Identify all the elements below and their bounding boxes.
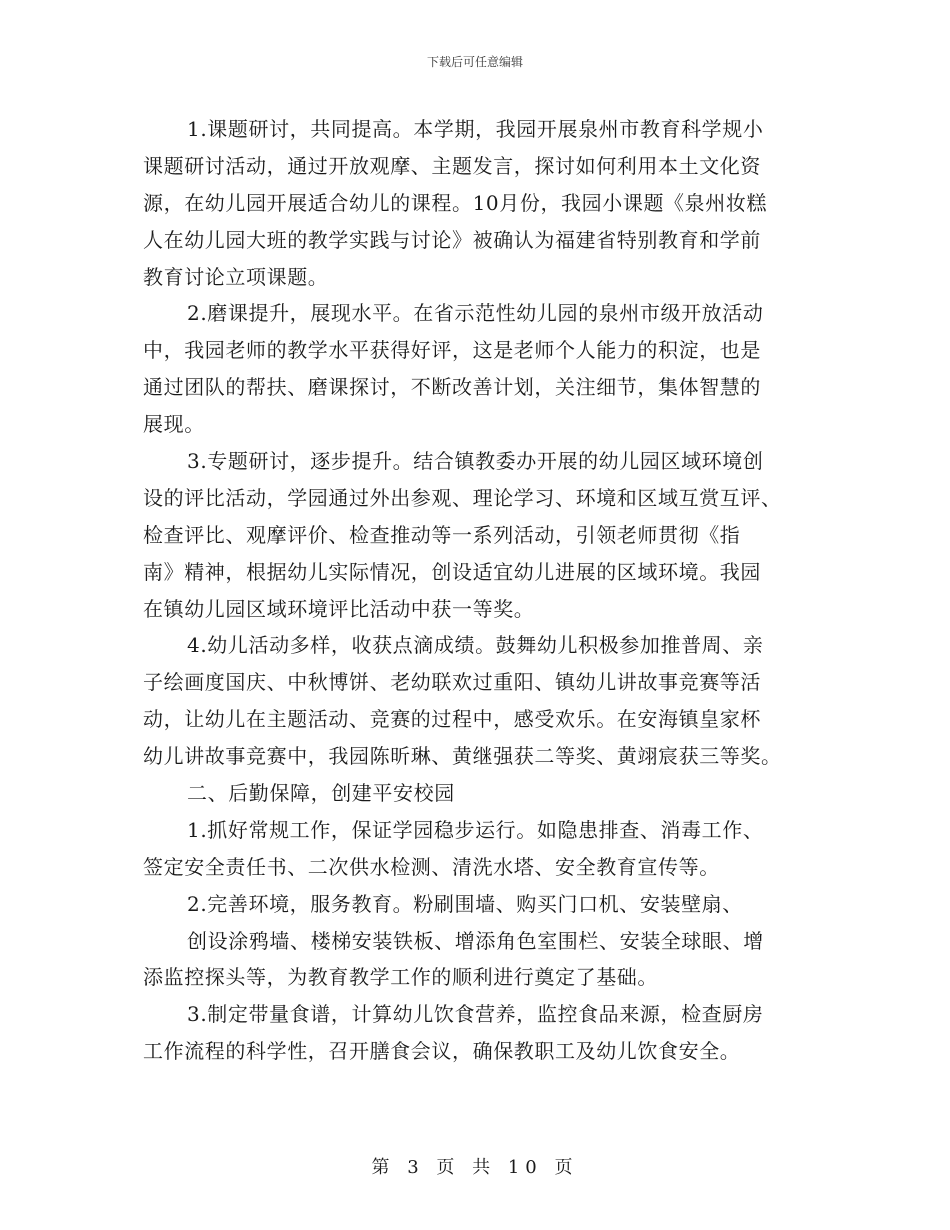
text-line: 动，让幼儿在主题活动、竞赛的过程中，感受欢乐。在安海镇皇家杯 (143, 707, 761, 732)
text-line: 2.磨课提升，展现水平。在省示范性幼儿园的泉州市级开放活动 (187, 301, 764, 326)
text-line: 展现。 (143, 412, 205, 437)
text-line: 在镇幼儿园区域环境评比活动中获一等奖。 (143, 596, 535, 621)
text-line: 课题研讨活动，通过开放观摩、主题发言，探讨如何利用本土文化资 (143, 153, 761, 178)
text-line: 创设涂鸦墙、楼梯安装铁板、增添角色室围栏、安装全球眼、增 (187, 928, 764, 953)
text-line: 工作流程的科学性，召开膳食会议，确保教职工及幼儿饮食安全。 (143, 1039, 741, 1064)
text-line: 4.幼儿活动多样，收获点滴成绩。鼓舞幼儿积极参加推普周、亲 (187, 633, 764, 658)
text-line: 3.制定带量食谱，计算幼儿饮食营养，监控食品来源，检查厨房 (187, 1002, 764, 1027)
document-body (143, 111, 813, 1070)
page-number-footer: 第 3 页 共 10 页 (371, 1157, 579, 1178)
text-line: 幼儿讲故事竞赛中，我园陈昕琳、黄继强获二等奖、黄翊宸获三等奖。 (143, 744, 782, 769)
text-line: 中，我园老师的教学水平获得好评，这是老师个人能力的积淀，也是 (143, 338, 761, 363)
text-line: 1.抓好常规工作，保证学园稳步运行。如隐患排查、消毒工作、 (187, 817, 764, 842)
text-line: 检查评比、观摩评价、检查推动等一系列活动，引领老师贯彻《指 (143, 522, 741, 547)
text-line: 通过团队的帮扶、磨课探讨，不断改善计划，关注细节，集体智慧的 (143, 375, 761, 400)
text-line: 设的评比活动，学园通过外出参观、理论学习、环境和区域互赏互评、 (143, 485, 782, 510)
text-line: 签定安全责任书、二次供水检测、清洗水塔、安全教育宣传等。 (143, 854, 720, 879)
text-line: 3.专题研讨，逐步提升。结合镇教委办开展的幼儿园区域环境创 (187, 449, 764, 474)
text-line: 2.完善环境，服务教育。粉刷围墙、购买门口机、安装壁扇、 (187, 891, 743, 916)
text-line: 1.课题研讨，共同提高。本学期，我园开展泉州市教育科学规小 (187, 117, 764, 141)
text-line: 南》精神，根据幼儿实际情况，创设适宜幼儿进展的区域环境。我园 (143, 559, 761, 584)
text-line: 子绘画度国庆、中秋博饼、老幼联欢过重阳、镇幼儿讲故事竞赛等活 (143, 670, 761, 695)
section-heading: 二、后勤保障，创建平安校园 (187, 781, 455, 806)
text-line: 源，在幼儿园开展适合幼儿的课程。10月份，我园小课题《泉州妆糕 (143, 190, 768, 215)
text-line: 人在幼儿园大班的教学实践与讨论》被确认为福建省特别教育和学前 (143, 227, 761, 252)
text-line: 添监控探头等，为教育教学工作的顺利进行奠定了基础。 (143, 965, 658, 990)
page-header: 下载后可任意编辑 (426, 55, 523, 69)
text-line: 教育讨论立项课题。 (143, 264, 329, 289)
